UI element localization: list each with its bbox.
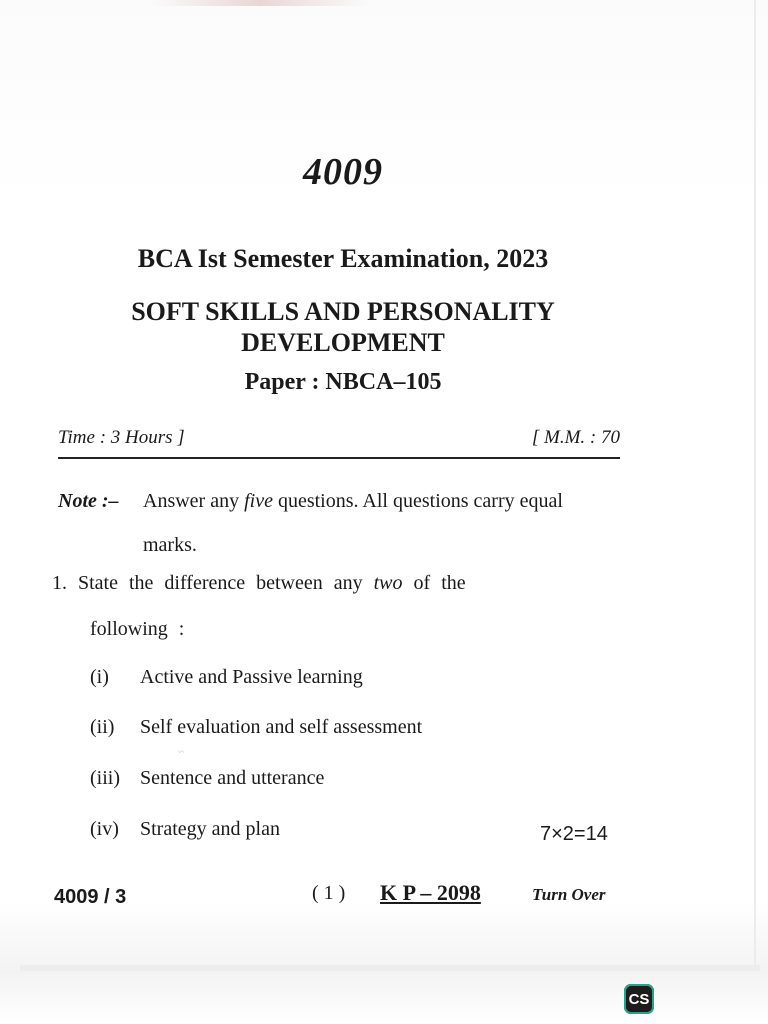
footer-kp-code: K P – 2098 — [380, 880, 481, 905]
note-text-before: Answer any — [143, 490, 240, 512]
note-label: Note :– — [58, 490, 119, 512]
note-continuation: marks. — [143, 534, 197, 556]
footer-page-number: ( 1 ) — [312, 882, 346, 904]
footer-paper-code: 4009 / 3 — [54, 886, 127, 908]
question-1-marks: 7×2=14 — [540, 823, 608, 845]
question-1-option — [90, 767, 324, 790]
question-1-option — [90, 666, 363, 689]
subject-title-line1: SOFT SKILLS AND PERSONALITY — [131, 297, 555, 326]
question-1-number: 1. — [52, 572, 67, 594]
paper-number: Paper : NBCA–105 — [244, 369, 442, 395]
time-marks-row — [58, 427, 620, 449]
header-divider — [58, 457, 620, 459]
subject-title — [0, 296, 686, 358]
page-edge-bottom — [20, 965, 760, 971]
question-1-text-after: of the — [413, 572, 466, 594]
instructions-note — [58, 479, 628, 567]
option-number: (iv) — [90, 818, 119, 840]
page-edge-right — [754, 0, 756, 970]
question-1-line1 — [52, 572, 632, 595]
note-emphasis: five — [244, 490, 273, 512]
scan-top-artifact — [150, 0, 370, 6]
option-text: Sentence and utterance — [140, 767, 325, 789]
option-text: Active and Passive learning — [140, 666, 363, 688]
time-allowed: Time : 3 Hours ] — [58, 427, 185, 448]
question-1-emphasis: two — [373, 572, 403, 594]
paper-code: 4009 — [303, 151, 383, 193]
bleed-through-mark: ~ — [178, 746, 184, 758]
camscanner-logo-icon: CS — [624, 984, 654, 1014]
option-number: (iii) — [90, 767, 120, 789]
subject-title-line2: DEVELOPMENT — [241, 328, 445, 357]
question-1-text-before: State the difference between any — [78, 572, 363, 594]
question-1-line2: following : — [90, 618, 185, 640]
option-number: (ii) — [90, 716, 115, 738]
option-text: Self evaluation and self assessment — [140, 716, 423, 738]
option-text: Strategy and plan — [140, 818, 280, 840]
question-1-option — [90, 716, 422, 739]
maximum-marks: [ M.M. : 70 — [531, 427, 620, 448]
footer-turn-over: Turn Over — [532, 885, 606, 904]
note-text-after: questions. All questions carry equal — [277, 490, 563, 512]
option-number: (i) — [90, 666, 109, 688]
exam-title: BCA Ist Semester Examination, 2023 — [137, 244, 549, 273]
question-1-option — [90, 818, 280, 841]
